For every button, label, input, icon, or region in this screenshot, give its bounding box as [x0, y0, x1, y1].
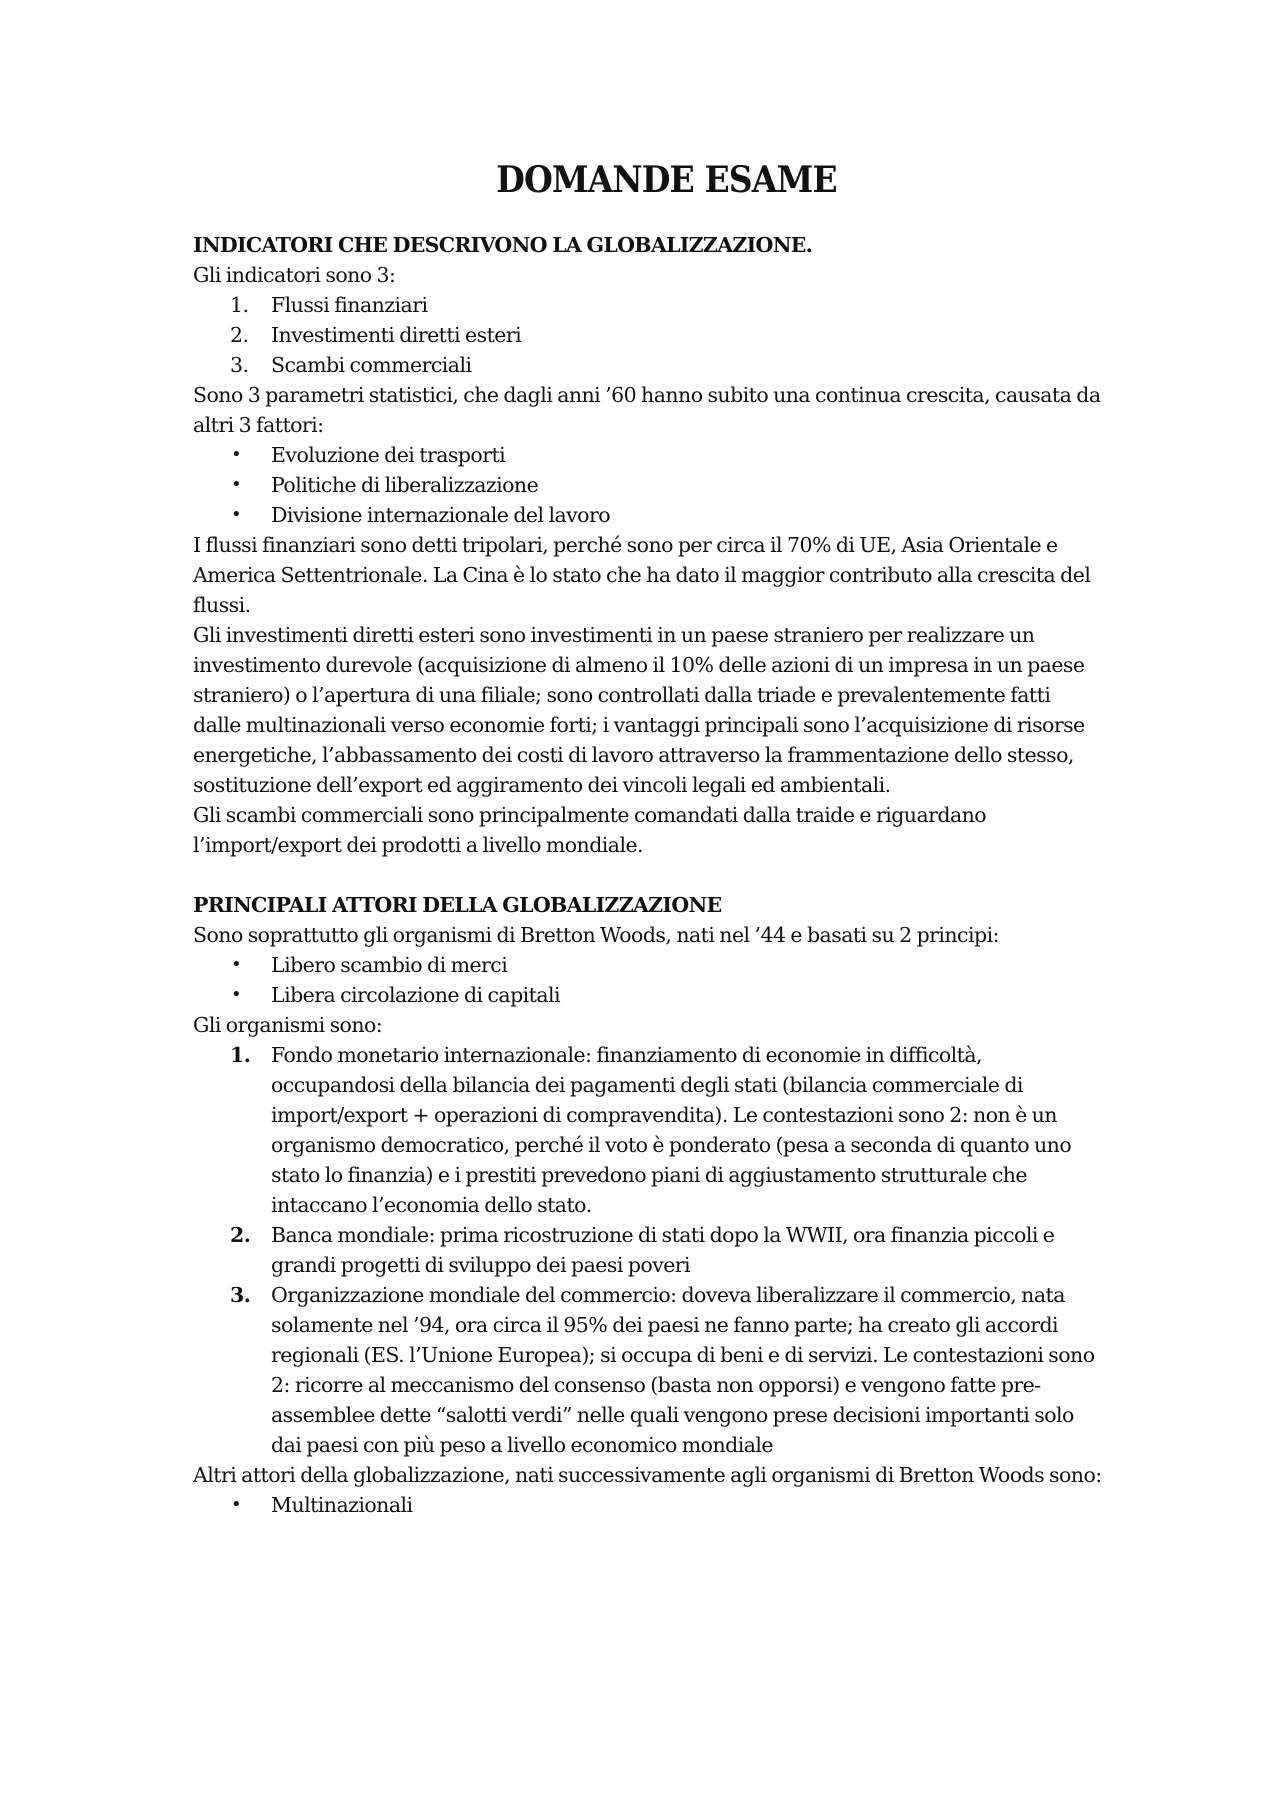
list-item-text: Investimenti diretti esteri: [271, 323, 522, 347]
list-item-text: Divisione internazionale del lavoro: [271, 503, 611, 527]
list-item: [193, 1280, 1103, 1460]
principles-list: [193, 950, 1103, 1010]
list-item: [193, 980, 1103, 1010]
paragraph-organisms-intro: Gli organismi sono:: [193, 1013, 383, 1037]
document-title: DOMANDE ESAME: [496, 159, 837, 201]
list-item: [193, 950, 1103, 980]
section-heading: PRINCIPALI ATTORI DELLA GLOBALIZZAZIONE: [193, 893, 722, 917]
list-number: 1.: [230, 293, 249, 317]
organisms-list: [193, 1040, 1103, 1460]
list-item: [193, 290, 1103, 320]
list-item-text: Organizzazione mondiale del commercio: doveva liberalizzare il commercio, nata solamente nel ’94, ora circa il 95% dei paesi ne fanno parte; ha creato gli accordi regionali (ES. l’Unione Europea); si occupa di beni e di servizi. Le contestazioni sono 2: ricorre al meccanismo del consenso (basta non opporsi) e vengono fatte pre-assemblee dette “salotti verdi” nelle quali vengono prese decisioni importanti solo dai paesi con più peso a livello economico mondiale: [271, 1283, 1095, 1457]
paragraph-intro: Gli indicatori sono 3:: [193, 263, 396, 287]
list-item: [193, 1040, 1103, 1220]
list-item: [193, 320, 1103, 350]
list-item: [193, 470, 1103, 500]
bullet-icon: •: [231, 504, 242, 525]
document-page: [193, 150, 1103, 1520]
list-item: [193, 500, 1103, 530]
others-list: [193, 1490, 1103, 1520]
bullet-icon: •: [231, 1494, 242, 1515]
paragraph-intro: Sono soprattutto gli organismi di Bretton Woods, nati nel ’44 e basati su 2 principi:: [193, 923, 999, 947]
list-item: [193, 350, 1103, 380]
list-item: [193, 1490, 1103, 1520]
list-item-text: Fondo monetario internazionale: finanziamento di economie in difficoltà, occupandosi della bilancia dei pagamenti degli stati (bilancia commerciale di import/export + operazioni di compravendita). Le contestazioni sono 2: non è un organismo democratico, perché il voto è ponderato (pesa a seconda di quanto uno stato lo finanzia) e i prestiti prevedono piani di aggiustamento strutturale che intaccano l’economia dello stato.: [271, 1043, 1072, 1217]
list-item: [193, 1220, 1103, 1280]
paragraph-flussi: I flussi finanziari sono detti tripolari, perché sono per circa il 70% di UE, Asia Orientale e America Settentrionale. La Cina è lo stato che ha dato il maggior contributo alla crescita del flussi.: [193, 533, 1091, 617]
list-number: 3.: [230, 353, 249, 377]
list-item-text: Flussi finanziari: [271, 293, 428, 317]
bullet-icon: •: [231, 954, 242, 975]
list-number: 2.: [230, 323, 249, 347]
section-spacer: [193, 860, 1103, 890]
bullet-icon: •: [231, 444, 242, 465]
paragraph-ide: Gli investimenti diretti esteri sono investimenti in un paese straniero per realizzare un investimento durevole (acquisizione di almeno il 10% delle azioni di un impresa in un paese straniero) o l’apertura di una filiale; sono controllati dalla triade e prevalentemente fatti dalle multinazionali verso economie forti; i vantaggi principali sono l’acquisizione di risorse energetiche, l’abbassamento dei costi di lavoro attraverso la frammentazione dello stesso, sostituzione dell’export ed aggiramento dei vincoli legali ed ambientali.: [193, 623, 1085, 797]
list-number: 2.: [230, 1223, 251, 1247]
bullet-icon: •: [231, 984, 242, 1005]
factors-list: [193, 440, 1103, 530]
section-indicatori: [193, 230, 1103, 860]
section-heading: INDICATORI CHE DESCRIVONO LA GLOBALIZZAZIONE.: [193, 233, 813, 257]
indicators-list: [193, 290, 1103, 380]
section-attori: [193, 890, 1103, 1520]
list-item-text: Banca mondiale: prima ricostruzione di stati dopo la WWII, ora finanzia piccoli e grandi progetti di sviluppo dei paesi poveri: [271, 1223, 1055, 1277]
list-item-text: Scambi commerciali: [271, 353, 472, 377]
list-item-text: Evoluzione dei trasporti: [271, 443, 506, 467]
list-number: 1.: [230, 1043, 251, 1067]
list-item-text: Libera circolazione di capitali: [271, 983, 561, 1007]
list-item-text: Multinazionali: [271, 1493, 413, 1517]
list-item: [193, 440, 1103, 470]
paragraph-factors: Sono 3 parametri statistici, che dagli anni ’60 hanno subito una continua crescita, causata da altri 3 fattori:: [193, 383, 1101, 437]
paragraph-others-intro: Altri attori della globalizzazione, nati successivamente agli organismi di Bretton Woods sono:: [193, 1463, 1102, 1487]
list-item-text: Libero scambio di merci: [271, 953, 508, 977]
paragraph-scambi: Gli scambi commerciali sono principalmente comandati dalla traide e riguardano l’import/export dei prodotti a livello mondiale.: [193, 803, 987, 857]
list-item-text: Politiche di liberalizzazione: [271, 473, 539, 497]
bullet-icon: •: [231, 474, 242, 495]
list-number: 3.: [230, 1283, 251, 1307]
